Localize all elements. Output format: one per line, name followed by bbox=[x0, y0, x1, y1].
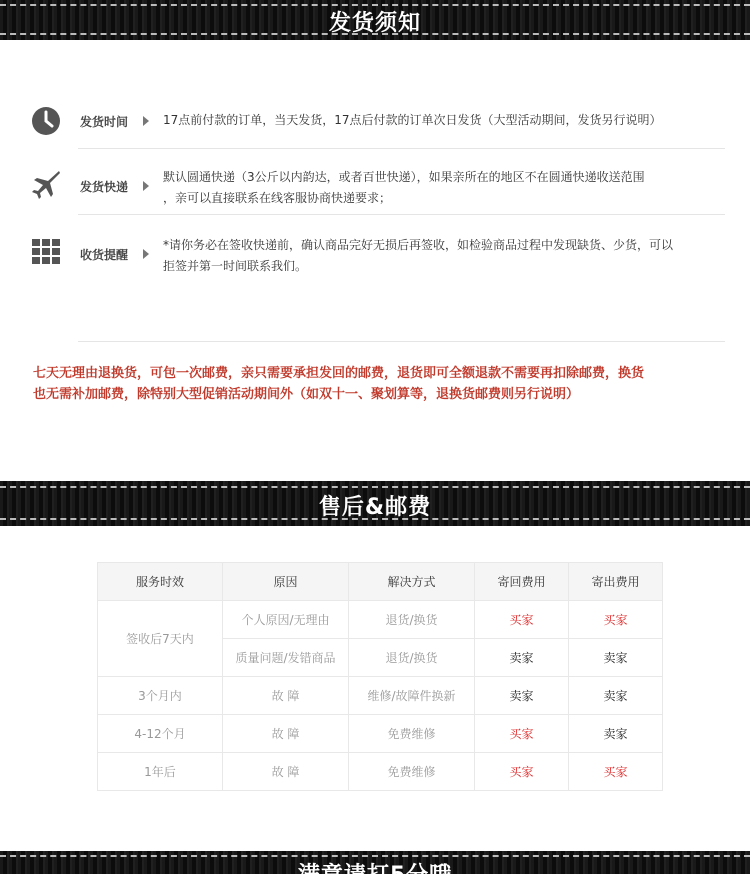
table-row bbox=[98, 753, 663, 791]
shipping-banner bbox=[0, 0, 750, 40]
reason-cell: 故 障 bbox=[223, 753, 349, 791]
shipping-time-row bbox=[30, 105, 725, 137]
return-fee-cell: 卖家 bbox=[475, 677, 569, 715]
notice-line: 七天无理由退换货，可包一次邮费，亲只需要承担发回的邮费，退货即可全额退款不需要再扣除邮费，换货 bbox=[33, 366, 645, 381]
courier-desc-line: 默认圆通快递（3公斤以内韵达，或者百世快递），如果亲所在的地区不在圆通快递收送范围 bbox=[163, 170, 645, 184]
table-row bbox=[98, 715, 663, 753]
ship-fee-cell: 买家 bbox=[569, 753, 663, 791]
after-sales-table bbox=[97, 562, 663, 791]
shipping-time-label: 发货时间 bbox=[80, 115, 129, 129]
rating-banner bbox=[0, 851, 750, 888]
after-sales-title: 售后&邮费 bbox=[318, 495, 432, 520]
courier-desc bbox=[163, 167, 723, 209]
header-solution: 解决方式 bbox=[349, 563, 475, 601]
receipt-desc-line: *请你务必在签收快递前，确认商品完好无损后再签收，如检验商品过程中发现缺货、少货，可以 bbox=[163, 238, 674, 252]
courier-label: 发货快递 bbox=[80, 180, 129, 194]
receipt-reminder-label: 收货提醒 bbox=[80, 248, 129, 262]
header-return-fee: 寄回费用 bbox=[475, 563, 569, 601]
ship-fee-cell: 卖家 bbox=[569, 639, 663, 677]
receipt-reminder-row bbox=[30, 236, 725, 278]
shipping-time-desc: 17点前付款的订单，当天发货，17点后付款的订单次日发货（大型活动期间，发货另行说明） bbox=[163, 113, 662, 127]
after-sales-banner bbox=[0, 481, 750, 526]
solution-cell: 维修/故障件换新 bbox=[349, 677, 475, 715]
return-policy-notice bbox=[33, 363, 723, 405]
table-row bbox=[98, 677, 663, 715]
chevron-right-icon bbox=[143, 249, 149, 259]
chevron-right-icon bbox=[143, 116, 149, 126]
courier-desc-line: ，亲可以直接联系在线客服协商快递要求； bbox=[163, 191, 392, 205]
reason-cell: 个人原因/无理由 bbox=[223, 601, 349, 639]
reason-cell: 故 障 bbox=[223, 677, 349, 715]
period-cell: 1年后 bbox=[98, 753, 223, 791]
period-cell: 4-12个月 bbox=[98, 715, 223, 753]
divider bbox=[78, 341, 725, 342]
chevron-right-icon bbox=[143, 181, 149, 191]
period-cell: 3个月内 bbox=[98, 677, 223, 715]
divider bbox=[78, 214, 725, 215]
reason-cell: 故 障 bbox=[223, 715, 349, 753]
banner-stitch-top bbox=[0, 486, 750, 488]
solution-cell: 退货/换货 bbox=[349, 639, 475, 677]
solution-cell: 免费维修 bbox=[349, 715, 475, 753]
header-ship-fee: 寄出费用 bbox=[569, 563, 663, 601]
receipt-desc-line: 拒签并第一时间联系我们。 bbox=[163, 259, 308, 273]
header-reason: 原因 bbox=[223, 563, 349, 601]
solution-cell: 退货/换货 bbox=[349, 601, 475, 639]
rating-title: 满意请打5分哦 bbox=[297, 863, 453, 888]
ship-fee-cell: 买家 bbox=[569, 601, 663, 639]
table-row bbox=[98, 601, 663, 639]
return-fee-cell: 买家 bbox=[475, 601, 569, 639]
banner-stitch-top bbox=[0, 855, 750, 857]
divider bbox=[78, 148, 725, 149]
ship-fee-cell: 卖家 bbox=[569, 715, 663, 753]
return-fee-cell: 买家 bbox=[475, 753, 569, 791]
clock-icon bbox=[30, 105, 62, 137]
notice-line: 也无需补加邮费，除特别大型促销活动期间外（如双十一、聚划算等，退换货邮费则另行说明） bbox=[33, 387, 580, 402]
header-period: 服务时效 bbox=[98, 563, 223, 601]
courier-row bbox=[30, 168, 725, 210]
grid-icon bbox=[30, 236, 62, 268]
airplane-icon bbox=[30, 168, 62, 200]
receipt-reminder-desc bbox=[163, 235, 723, 277]
ship-fee-cell: 卖家 bbox=[569, 677, 663, 715]
solution-cell: 免费维修 bbox=[349, 753, 475, 791]
reason-cell: 质量问题/发错商品 bbox=[223, 639, 349, 677]
return-fee-cell: 买家 bbox=[475, 715, 569, 753]
period-cell: 签收后7天内 bbox=[98, 601, 223, 677]
table-header-row bbox=[98, 563, 663, 601]
return-fee-cell: 卖家 bbox=[475, 639, 569, 677]
shipping-title: 发货须知 bbox=[328, 11, 421, 36]
